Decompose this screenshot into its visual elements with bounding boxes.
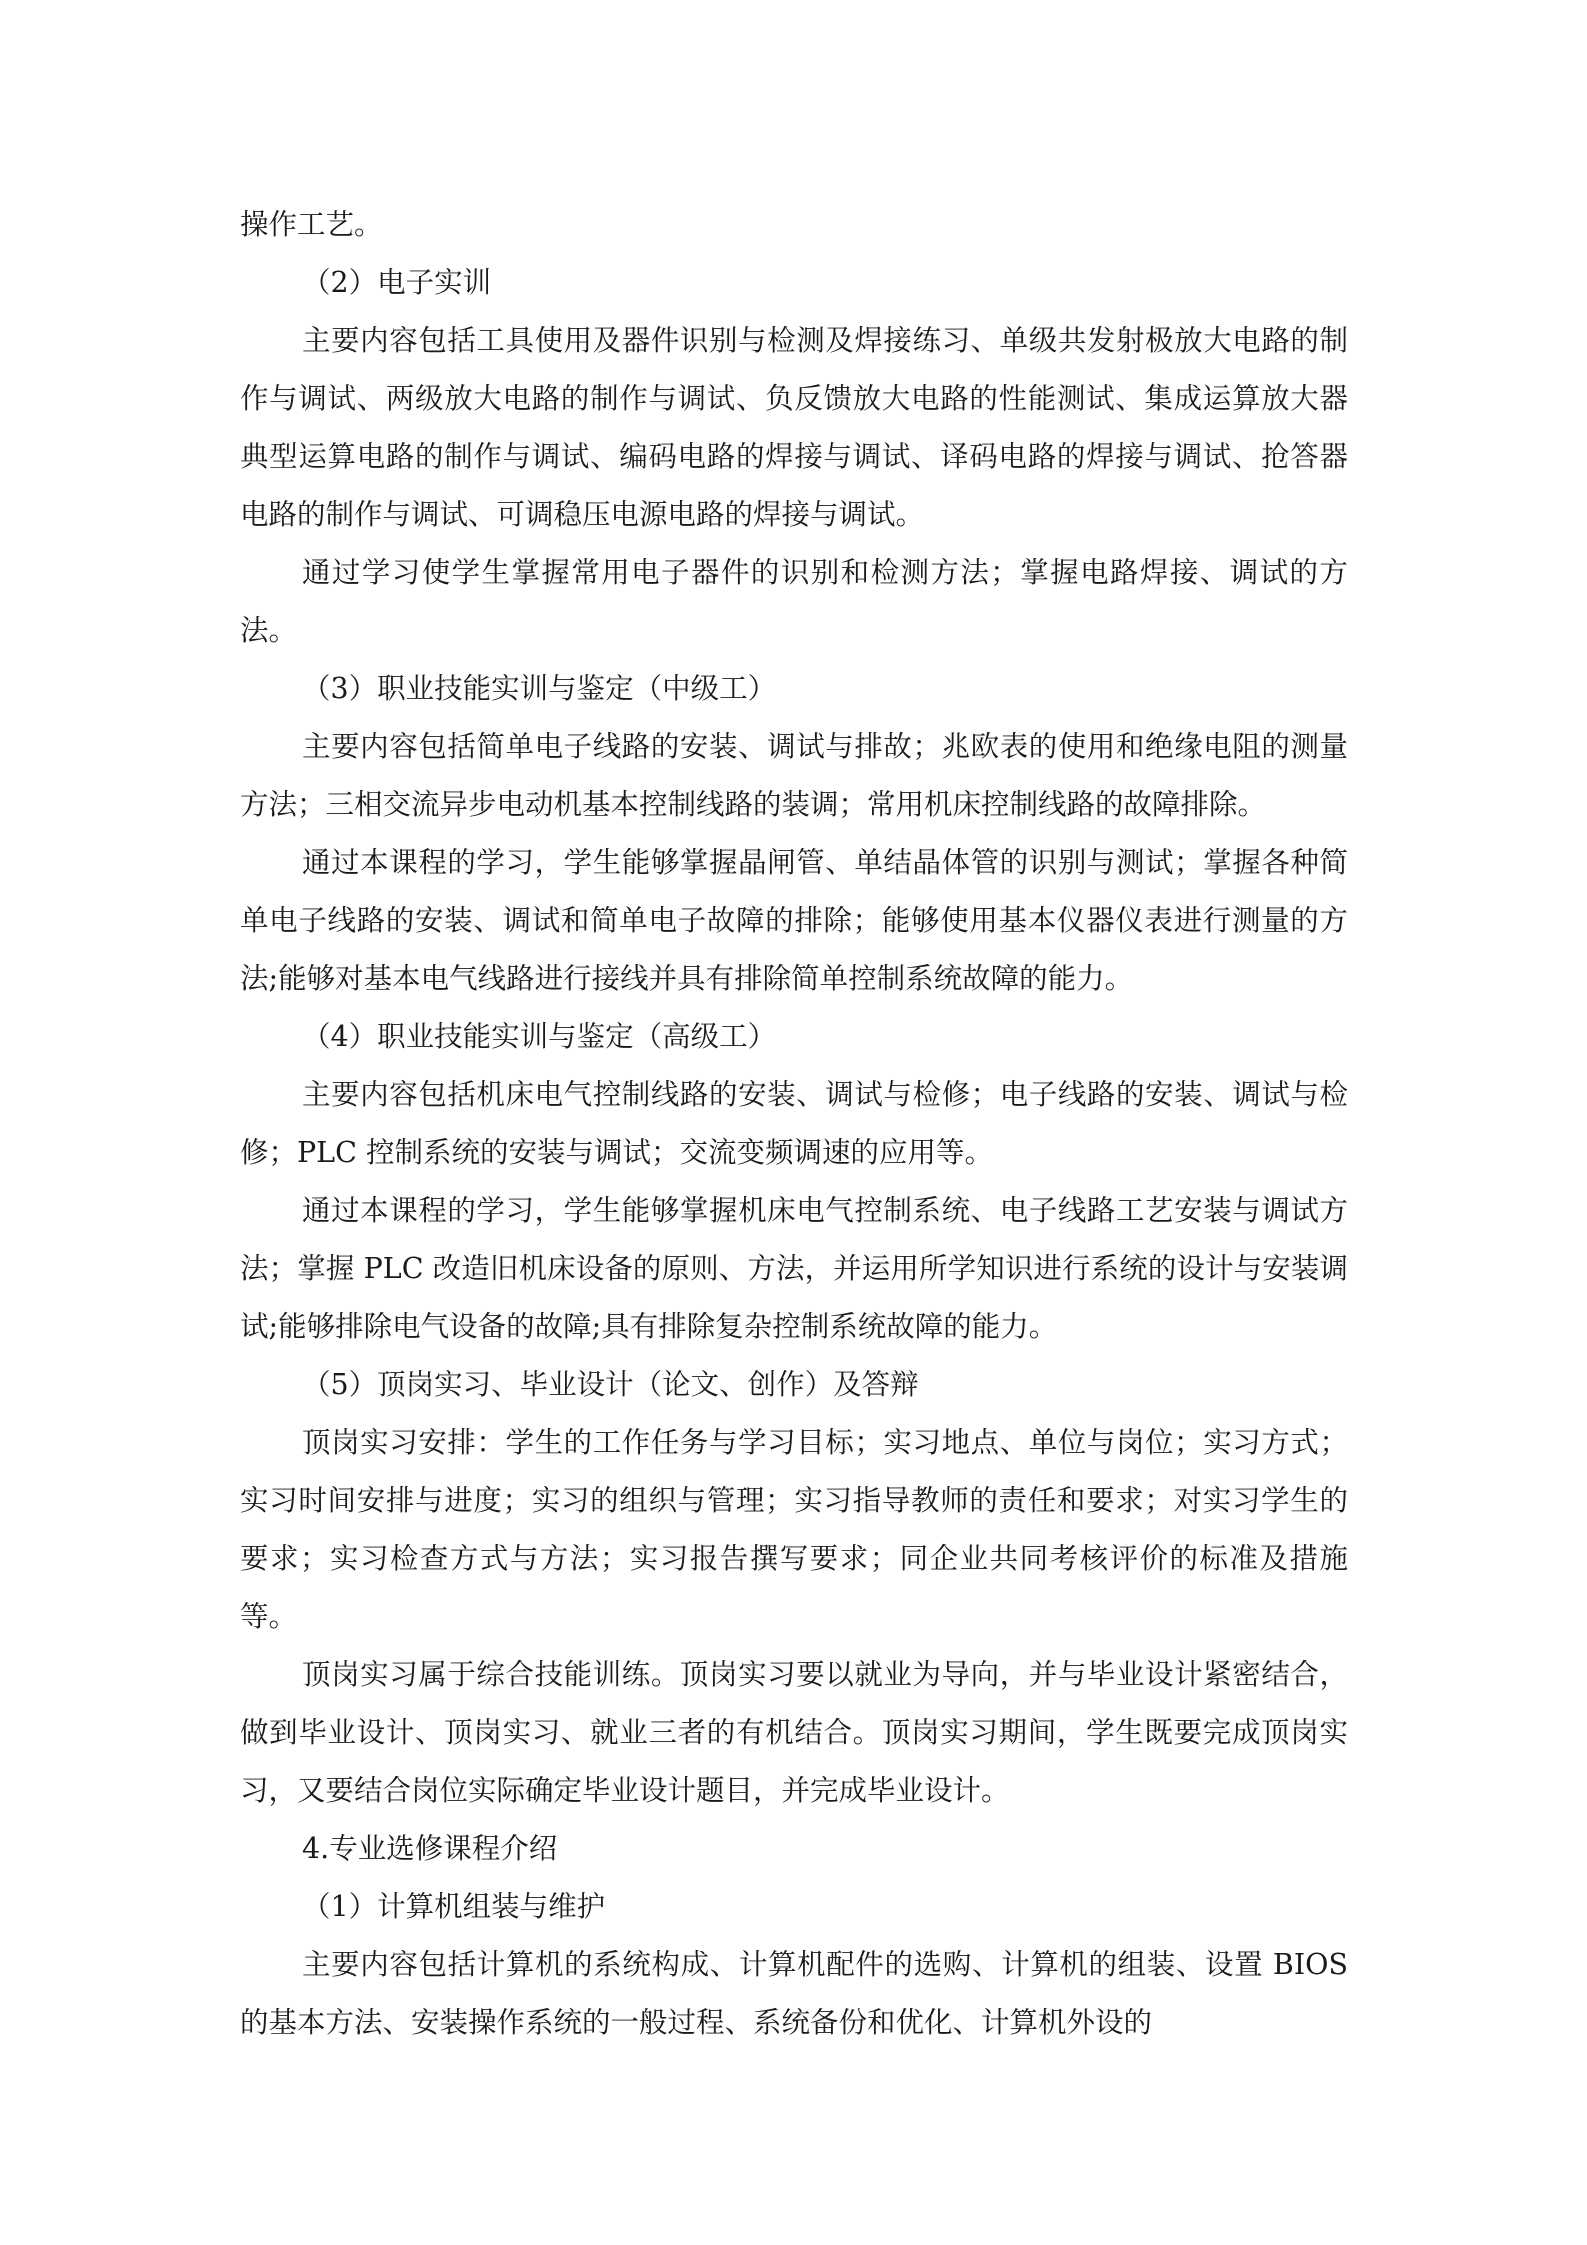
paragraph-intermediate-goal: 通过本课程的学习，学生能够掌握晶闸管、单结晶体管的识别与测试；掌握各种简单电子线路的安装、调试和简单电子故障的排除；能够使用基本仪器仪表进行测量的方法;能够对基本电气线路进行接线并具有排除简单控制系统故障的能力。	[240, 846, 1348, 995]
paragraph-electronics-content: 主要内容包括工具使用及器件识别与检测及焊接练习、单级共发射极放大电路的制作与调试、两级放大电路的制作与调试、负反馈放大电路的性能测试、集成运算放大器典型运算电路的制作与调试、编码电路的焊接与调试、译码电路的焊接与调试、抢答器电路的制作与调试、可调稳压电源电路的焊接与调试。	[240, 324, 1348, 531]
document-body	[240, 196, 1348, 2052]
paragraph-advanced-content: 主要内容包括机床电气控制线路的安装、调试与检修；电子线路的安装、调试与检修；PLC 控制系统的安装与调试；交流变频调速的应用等。	[240, 1078, 1348, 1169]
paragraph-computer-assembly-content: 主要内容包括计算机的系统构成、计算机配件的选购、计算机的组装、设置 BIOS 的基本方法、安装操作系统的一般过程、系统备份和优化、计算机外设的	[240, 1948, 1348, 2039]
section-heading-advanced-skills: （4）职业技能实训与鉴定（高级工）	[302, 1020, 777, 1053]
section-heading-electives: 4.专业选修课程介绍	[302, 1832, 558, 1865]
paragraph-advanced-goal: 通过本课程的学习，学生能够掌握机床电气控制系统、电子线路工艺安装与调试方法；掌握 PLC 改造旧机床设备的原则、方法，并运用所学知识进行系统的设计与安装调试;能够排除电气设备的故障;具有排除复杂控制系统故障的能力。	[240, 1194, 1348, 1343]
paragraph-continuation: 操作工艺。	[240, 208, 383, 241]
section-heading-internship: （5）顶岗实习、毕业设计（论文、创作）及答辩	[302, 1368, 919, 1401]
paragraph-internship-description: 顶岗实习属于综合技能训练。顶岗实习要以就业为导向，并与毕业设计紧密结合，做到毕业设计、顶岗实习、就业三者的有机结合。顶岗实习期间，学生既要完成顶岗实习，又要结合岗位实际确定毕业设计题目，并完成毕业设计。	[240, 1658, 1348, 1807]
paragraph-internship-arrangement: 顶岗实习安排：学生的工作任务与学习目标；实习地点、单位与岗位；实习方式；实习时间安排与进度；实习的组织与管理；实习指导教师的责任和要求；对实习学生的要求；实习检查方式与方法；实习报告撰写要求；同企业共同考核评价的标准及措施等。	[240, 1426, 1348, 1633]
section-heading-computer-assembly: （1）计算机组装与维护	[302, 1890, 606, 1923]
section-heading-electronics-training: （2）电子实训	[302, 266, 492, 299]
section-heading-intermediate-skills: （3）职业技能实训与鉴定（中级工）	[302, 672, 777, 705]
paragraph-electronics-goal: 通过学习使学生掌握常用电子器件的识别和检测方法；掌握电路焊接、调试的方法。	[240, 556, 1348, 647]
paragraph-intermediate-content: 主要内容包括简单电子线路的安装、调试与排故；兆欧表的使用和绝缘电阻的测量方法；三相交流异步电动机基本控制线路的装调；常用机床控制线路的故障排除。	[240, 730, 1348, 821]
